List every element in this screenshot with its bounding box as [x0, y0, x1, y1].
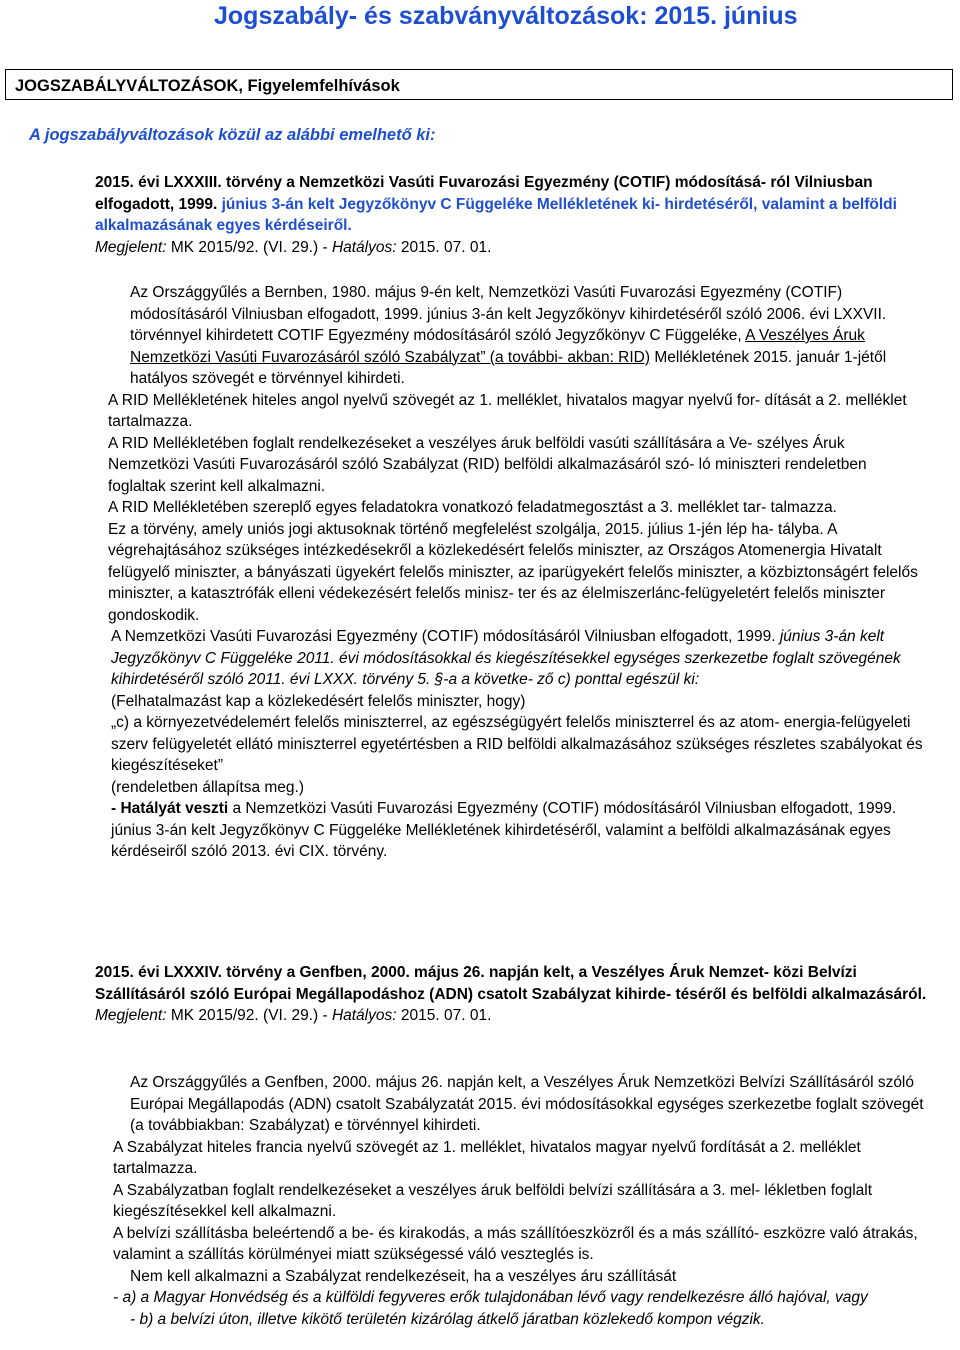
law1-paragraph-7: (Felhatalmazást kap a közlekedésért felelős miniszter, hogy): [111, 692, 526, 710]
law2-paragraph-4: A belvízi szállításba beleértendő a be- és kirakodás, a más szállítóeszközről és a más szállító- eszközre való átrakás, valamint a szállítás körülményei miatt szükségessé váló veszteglés is.: [113, 1224, 918, 1263]
law2-heading: 2015. évi LXXXIV. törvény a Genfben, 2000. május 26. napján kelt, a Veszélyes Áruk Nemzet- közi Belvízi Szállításáról szóló Európai Megállapodáshoz (ADN) csatolt Szabályzat kihirde- téséről és belföldi alkalmazásáról.: [95, 964, 927, 1003]
law2-paragraph-2: A Szabályzat hiteles francia nyelvű szövegét az 1. melléklet, hivatalos magyar nyelvű fordítását a 2. melléklet tartalmazza.: [113, 1138, 861, 1177]
law1-p10-b: a Nemzetközi Vasúti Fuvarozási Egyezmény (COTIF) módosításáról Vilniusban elfogadott, 1999. június 3-án kelt Jegyzőkönyv C Függeléke Mellékletének kihirdetéséről, valamint a belföldi alkalmazásának egyes kérdéseiről szóló 2013. évi CIX. törvény.: [111, 800, 897, 860]
law1-p1-a: Az Országgyűlés a Bernben, 1980. május 9-én kelt, Nemzetközi Vasúti Fuvarozási Egyezmény (COTIF) módosításáról Vilniusban elfogadott, 1999. június 3-án kelt Jegyzőkönyv kihirdetéséről szóló 2006. évi LXXVII.: [130, 284, 887, 323]
law1-heading-part1: 2015. évi LXXXIII. törvény a Nemzetközi Vasúti Fuvarozási Egyezmény (COTIF) módosításá- ról Vilniusban elfogadott, 1999.: [95, 174, 873, 213]
law1-p10-a: - Hatályát veszti: [111, 800, 229, 817]
law2-paragraph-7: - b) a belvízi úton, illetve kikötő területén kizárólag átkelő járatban közlekedő kompon végzik.: [130, 1310, 765, 1328]
law1-effective-label: Hatályos:: [331, 238, 397, 256]
law1-paragraph-8: „c) a környezetvédelemért felelős miniszterrel, az egészségügyért felelős miniszterrel és az atom- energia-felügyeleti szerv felügyeletét ellátó miniszterrel egyetértésben a RID belföldi alkalmazásához szükséges részletes szabályokat és kiegészítéseket”: [111, 714, 923, 774]
law2-paragraph-5: Nem kell alkalmazni a Szabályzat rendelkezéseit, ha a veszélyes áru szállítását: [130, 1267, 677, 1285]
law2-effective-value: 2015. 07. 01.: [400, 1007, 492, 1024]
law1-paragraph-5: [95, 519, 927, 627]
law1-p6-b: június 3-án kelt Jegyzőkönyv C Függeléke 2011. évi módosításokkal és kiegészítésekkel egységes szerkezetbe foglalt szövegének kihirdetéséről szóló 2011. évi LXXX. törvény 5. §-a a követke- ző c) ponttal egészül ki:: [111, 628, 901, 688]
intro-line: A jogszabályváltozások közül az alábbi emelhető ki:: [29, 126, 436, 144]
law1-p5-a: Ez a törvény, amely uniós jogi aktusoknak történő megfelelést szolgálja, 2015. július 1-jén lép ha- tályba.: [108, 520, 824, 538]
law1-heading-part2: június 3-án kelt Jegyzőkönyv C Függeléke Mellékletének ki- hirdetéséről, valamint a belföldi alkalmazásának egyes kérdéseiről.: [95, 195, 897, 234]
law1-paragraph-6: [95, 626, 927, 691]
law1-heading: [95, 172, 927, 237]
law2-block: [95, 962, 927, 1027]
law2-effective-label: Hatályos:: [331, 1007, 397, 1024]
law1-p6-a: A Nemzetközi Vasúti Fuvarozási Egyezmény (COTIF) módosításáról Vilniusban elfogadott, 1999.: [111, 628, 776, 645]
law2-paragraph-3: A Szabályzatban foglalt rendelkezéseket a veszélyes áruk belföldi belvízi szállítására a 3. mel- lékletben foglalt kiegészítésekkel kell alkalmazni.: [113, 1181, 873, 1220]
law2-paragraph-1: Az Országgyűlés a Genfben, 2000. május 26. napján kelt, a Veszélyes Áruk Nemzetközi Belvízi Szállításáról szóló Európai Megállapodás (ADN) csatolt Szabályzatát 2015. évi módosításokkal egységes szerkezetbe foglalt szövegét (a továbbiakban: Szabályzat) e törvénnyel kihirdeti.: [130, 1074, 924, 1134]
law1-paragraph-1: [95, 282, 927, 390]
law1-p1-c: A Veszélyes Áruk Nemzetközi Vasúti Fuvarozásáról szóló Szabályzat” (a további- akban: RID): [130, 327, 865, 366]
law2-published-value: MK 2015/92. (VI. 29.) -: [170, 1007, 328, 1024]
law1-published-value: MK 2015/92. (VI. 29.) -: [170, 238, 328, 256]
law1-effective-value: 2015. 07. 01.: [400, 238, 492, 256]
law1-block: [95, 172, 927, 258]
law1-published-label: Megjelent:: [95, 238, 167, 256]
law2-published-label: Megjelent:: [95, 1007, 167, 1024]
section-header: JOGSZABÁLYVÁLTOZÁSOK, Figyelemfelhívások: [5, 69, 953, 100]
law1-p5-b: A végrehajtásához szükséges intézkedésekről a közlekedésért felelős miniszter, az Országos Atomenergia Hivatalt felügyelő miniszter, a bányászati ügyekért felelős miniszter, az iparügyekért felelős miniszter, a közbiztonságért felelős miniszter, a katasztrófák elleni védekezésért felelős minisz- ter és az élelmiszerlánc-felügyeletért felelős miniszter gondoskodik.: [108, 520, 918, 624]
law1-paragraph-3: A RID Mellékletében foglalt rendelkezéseket a veszélyes áruk belföldi vasúti szállítására a Ve- szélyes Áruk Nemzetközi Vasúti Fuvarozásáról szóló Szabályzat (RID) belföldi alkalmazásáról szó- ló miniszteri rendeletben foglaltak szerint kell alkalmazni.: [108, 434, 867, 495]
law2-paragraph-6: - a) a Magyar Honvédség és a külföldi fegyveres erők tulajdonában lévő vagy rendelkezésre álló hajóval, vagy: [113, 1289, 868, 1306]
page-title: Jogszabály- és szabványváltozások: 2015. június: [214, 2, 798, 30]
law1-paragraph-2: A RID Mellékletének hiteles angol nyelvű szövegét az 1. melléklet, hivatalos magyar nyelvű for- dítását a 2. melléklet tartalmazza.: [108, 391, 907, 430]
law1-p1-d: Mellékletének 2015. január 1-jétől hatályos szövegét e törvénnyel kihirdeti.: [130, 348, 887, 387]
law1-body: [95, 282, 927, 863]
law2-body: [95, 1072, 927, 1330]
law1-paragraph-9: (rendeletben állapítsa meg.): [111, 778, 305, 796]
law1-paragraph-10: [95, 798, 927, 863]
law2-meta: [95, 1005, 927, 1027]
law1-paragraph-4: A RID Mellékletében szereplő egyes feladatokra vonatkozó feladatmegosztást a 3. melléklet tar- talmazza.: [108, 499, 837, 516]
law1-p1-b: törvénnyel kihirdetett COTIF Egyezmény módosításáról szóló Jegyzőkönyv C Függeléke,: [130, 327, 742, 344]
law1-meta: [95, 237, 927, 259]
